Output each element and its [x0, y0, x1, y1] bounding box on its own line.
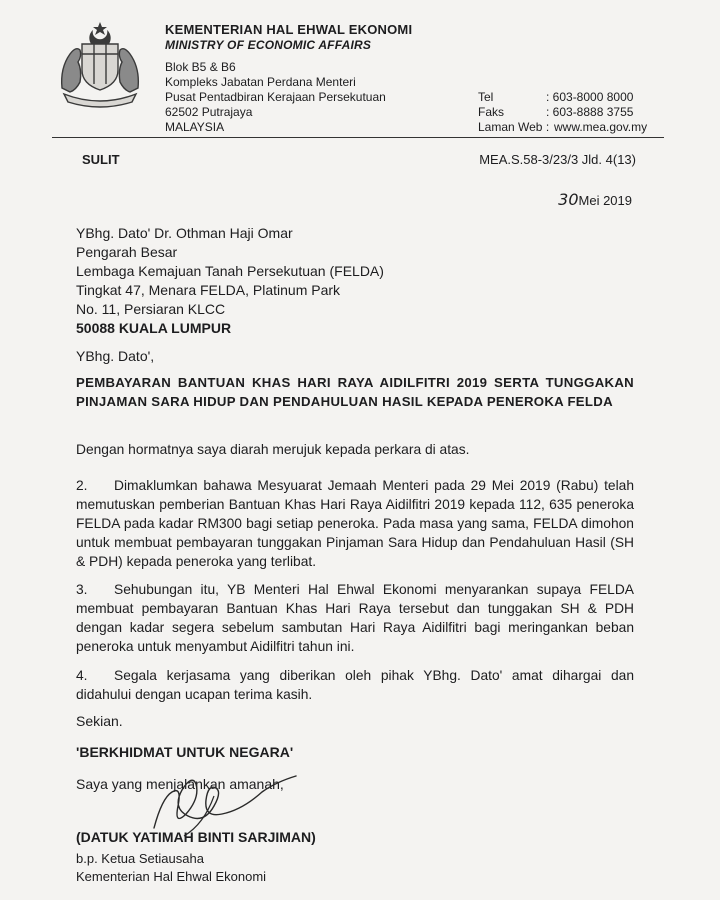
recipient-line: Lembaga Kemajuan Tanah Persekutuan (FELDA): [76, 263, 384, 279]
address-line: Pusat Pentadbiran Kerajaan Persekutuan: [165, 90, 386, 104]
address-line: Blok B5 & B6: [165, 60, 236, 74]
signer-role-line: b.p. Ketua Setiausaha: [76, 851, 204, 866]
paragraph-number: 4.: [76, 668, 88, 683]
paragraph-3: [76, 580, 634, 656]
recipient-line: YBhg. Dato' Dr. Othman Haji Omar: [76, 225, 293, 241]
recipient-line: No. 11, Persiaran KLCC: [76, 301, 226, 317]
letter-subject: PEMBAYARAN BANTUAN KHAS HARI RAYA AIDILFITRI 2019 SERTA TUNGGAKAN PINJAMAN SARA HIDUP DAN PENDAHULUAN HASIL KEPADA PENEROKA FELDA: [76, 375, 634, 409]
recipient-city: 50088 KUALA LUMPUR: [76, 320, 232, 336]
closing-amanah: Saya yang menjalankan amanah,: [76, 776, 284, 792]
ministry-name-malay: KEMENTERIAN HAL EHWAL EKONOMI: [165, 22, 413, 37]
date-day-handwritten: 30: [558, 190, 579, 209]
signer-name: (DATUK YATIMAH BINTI SARJIMAN): [76, 829, 316, 845]
reference-number: MEA.S.58-3/23/3 Jld. 4(13): [479, 152, 636, 167]
paragraph-text: Segala kerjasama yang diberikan oleh pihak YBhg. Dato' amat dihargai dan didahului dengan ucapan terima kasih.: [76, 668, 634, 702]
paragraph-text: Dimaklumkan bahawa Mesyuarat Jemaah Menteri pada 29 Mei 2019 (Rabu) telah memutuskan pemberian Bantuan Khas Hari Raya Aidilfitri 2019 kepada 112, 635 peneroka FELDA pada kadar RM300 bagi setiap peneroka. Pada masa yang sama, FELDA dimohon untuk membuat pembayaran tunggakan Pinjaman Sara Hidup dan Pendahuluan Hasil (SH & PDH) kepada peneroka yang terlibat.: [76, 478, 634, 569]
paragraph-2: [76, 476, 634, 571]
date-month-year: Mei 2019: [578, 193, 632, 208]
paragraph-text: Sehubungan itu, YB Menteri Hal Ehwal Ekonomi menyarankan supaya FELDA membuat pembayaran Bantuan Khas Hari Raya tersebut dan tunggakan SH & PDH dengan kadar segera sebelum sambutan Hari Raya Aidilfitri bagi meringankan beban peneroka untuk menyambut Aidilfitri tahun ini.: [76, 582, 634, 654]
closing-sekian: Sekian.: [76, 713, 123, 729]
fax-value: : 603-8888 3755: [546, 105, 634, 119]
recipient-line: Tingkat 47, Menara FELDA, Platinum Park: [76, 282, 341, 298]
salutation: YBhg. Dato',: [76, 348, 155, 364]
address-line: MALAYSIA: [165, 120, 225, 134]
paragraph-number: 2.: [76, 478, 88, 493]
fax-label: Faks: [478, 105, 505, 119]
paragraph-4: [76, 666, 634, 704]
website-label: Laman Web :: [478, 120, 550, 134]
closing-motto: 'BERKHIDMAT UNTUK NEGARA': [76, 744, 294, 760]
address-line: Kompleks Jabatan Perdana Menteri: [165, 75, 356, 89]
recipient-line: Pengarah Besar: [76, 244, 178, 260]
address-line: 62502 Putrajaya: [165, 105, 253, 119]
tel-label: Tel: [478, 90, 494, 104]
signer-role-line: Kementerian Hal Ehwal Ekonomi: [76, 869, 267, 884]
ministry-name-english: MINISTRY OF ECONOMIC AFFAIRS: [165, 38, 372, 52]
website-value: www.mea.gov.my: [554, 120, 648, 134]
coat-of-arms-icon: [52, 18, 148, 110]
signer-role: [76, 850, 266, 886]
tel-value: : 603-8000 8000: [546, 90, 634, 104]
letterhead-divider: [52, 137, 664, 138]
recipient-block: [76, 224, 384, 338]
paragraph-number: 3.: [76, 582, 88, 597]
opening-paragraph: Dengan hormatnya saya diarah merujuk kepada perkara di atas.: [76, 442, 470, 457]
classification-label: SULIT: [82, 152, 120, 167]
letter-date: [558, 190, 632, 209]
